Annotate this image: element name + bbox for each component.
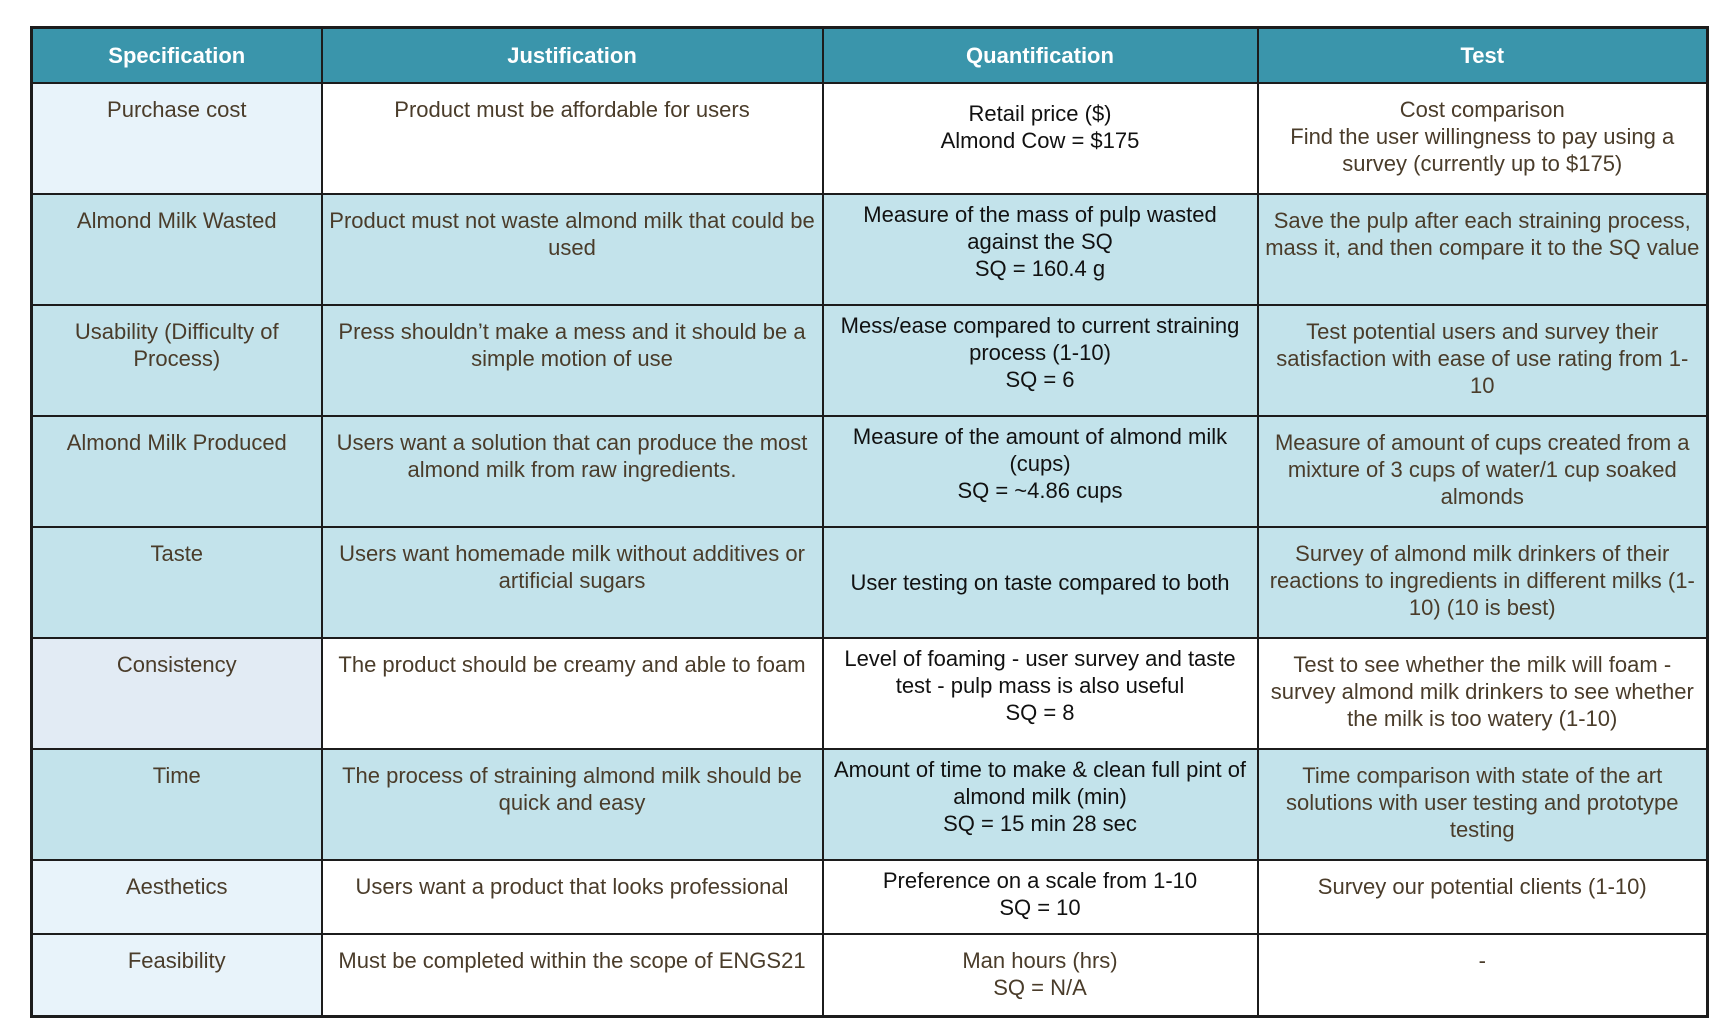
header-test: Test xyxy=(1258,28,1708,83)
cell-specification: Feasibility xyxy=(32,934,322,1017)
table-row xyxy=(32,860,1708,934)
quantification-line: SQ = 15 min 28 sec xyxy=(943,810,1137,836)
cell-justification: The process of straining almond milk should be quick and easy xyxy=(322,749,823,860)
cell-quantification xyxy=(823,527,1258,638)
cell-specification: Usability (Difficulty of Process) xyxy=(32,305,322,416)
cell-justification: Press shouldn’t make a mess and it should be a simple motion of use xyxy=(322,305,823,416)
cell-specification: Almond Milk Produced xyxy=(32,416,322,527)
test-line: Save the pulp after each straining process, mass it, and then compare it to the SQ value xyxy=(1265,207,1700,260)
cell-quantification xyxy=(823,194,1258,305)
cell-justification: Users want homemade milk without additives or artificial sugars xyxy=(322,527,823,638)
cell-justification: Product must not waste almond milk that could be used xyxy=(322,194,823,305)
test-line: Survey our potential clients (1-10) xyxy=(1317,873,1647,899)
quantification-line: Preference on a scale from 1-10 xyxy=(882,867,1198,893)
table-row xyxy=(32,83,1708,194)
quantification-line: Retail price ($) xyxy=(968,100,1112,126)
cell-test xyxy=(1258,749,1708,860)
test-line: Measure of amount of cups created from a mixture of 3 cups of water/1 cup soaked almonds xyxy=(1274,429,1690,509)
cell-test xyxy=(1258,305,1708,416)
quantification-line: Level of foaming - user survey and taste test - pulp mass is also useful xyxy=(844,645,1236,698)
quantification-line: Almond Cow = $175 xyxy=(940,127,1140,153)
test-line: Survey of almond milk drinkers of their reactions to ingredients in different milks (1-10) (10 is best) xyxy=(1269,540,1695,620)
cell-quantification xyxy=(823,305,1258,416)
cell-specification: Consistency xyxy=(32,638,322,749)
test-line: Cost comparison xyxy=(1399,96,1565,122)
test-line: Test to see whether the milk will foam - survey almond milk drinkers to see whether the milk is too watery (1-10) xyxy=(1270,651,1694,731)
table-row xyxy=(32,305,1708,416)
cell-quantification xyxy=(823,416,1258,527)
quantification-line: Mess/ease compared to current straining process (1-10) xyxy=(840,312,1240,365)
cell-specification: Time xyxy=(32,749,322,860)
table-row xyxy=(32,638,1708,749)
cell-specification: Purchase cost xyxy=(32,83,322,194)
quantification-line: SQ = 8 xyxy=(1005,699,1075,725)
cell-quantification xyxy=(823,638,1258,749)
test-line: Time comparison with state of the art solutions with user testing and prototype testing xyxy=(1285,762,1679,842)
cell-quantification xyxy=(823,934,1258,1017)
cell-test xyxy=(1258,934,1708,1017)
quantification-line: SQ = 160.4 g xyxy=(974,255,1106,281)
cell-justification: Must be completed within the scope of ENGS21 xyxy=(322,934,823,1017)
test-line: Test potential users and survey their satisfaction with ease of use rating from 1-10 xyxy=(1276,318,1689,398)
specifications-table xyxy=(30,26,1709,1018)
cell-specification: Aesthetics xyxy=(32,860,322,934)
test-line: - xyxy=(1478,947,1486,973)
header-row xyxy=(32,28,1708,83)
cell-justification: Users want a solution that can produce the most almond milk from raw ingredients. xyxy=(322,416,823,527)
table-row xyxy=(32,194,1708,305)
cell-quantification xyxy=(823,83,1258,194)
table-row xyxy=(32,527,1708,638)
cell-test xyxy=(1258,194,1708,305)
test-line: Find the user willingness to pay using a survey (currently up to $175) xyxy=(1290,123,1675,176)
quantification-line: Man hours (hrs) xyxy=(962,947,1118,973)
header-specification: Specification xyxy=(32,28,322,83)
table-row xyxy=(32,749,1708,860)
cell-quantification xyxy=(823,749,1258,860)
quantification-line: User testing on taste compared to both xyxy=(850,569,1230,595)
quantification-line: Measure of the mass of pulp wasted against the SQ xyxy=(863,201,1217,254)
header-quantification: Quantification xyxy=(823,28,1258,83)
cell-justification: The product should be creamy and able to foam xyxy=(322,638,823,749)
quantification-line: SQ = N/A xyxy=(993,974,1087,1000)
cell-test xyxy=(1258,527,1708,638)
cell-test xyxy=(1258,83,1708,194)
quantification-line: SQ = ~4.86 cups xyxy=(957,477,1123,503)
cell-test xyxy=(1258,416,1708,527)
quantification-line: SQ = 6 xyxy=(1005,366,1075,392)
cell-justification: Users want a product that looks professional xyxy=(322,860,823,934)
cell-test xyxy=(1258,638,1708,749)
cell-specification: Almond Milk Wasted xyxy=(32,194,322,305)
cell-justification: Product must be affordable for users xyxy=(322,83,823,194)
header-justification: Justification xyxy=(322,28,823,83)
cell-quantification xyxy=(823,860,1258,934)
quantification-line: Amount of time to make & clean full pint of almond milk (min) xyxy=(833,756,1247,809)
cell-test xyxy=(1258,860,1708,934)
cell-specification: Taste xyxy=(32,527,322,638)
quantification-line: Measure of the amount of almond milk (cups) xyxy=(852,423,1228,476)
table-row xyxy=(32,416,1708,527)
table-row xyxy=(32,934,1708,1017)
quantification-line: SQ = 10 xyxy=(999,894,1081,920)
